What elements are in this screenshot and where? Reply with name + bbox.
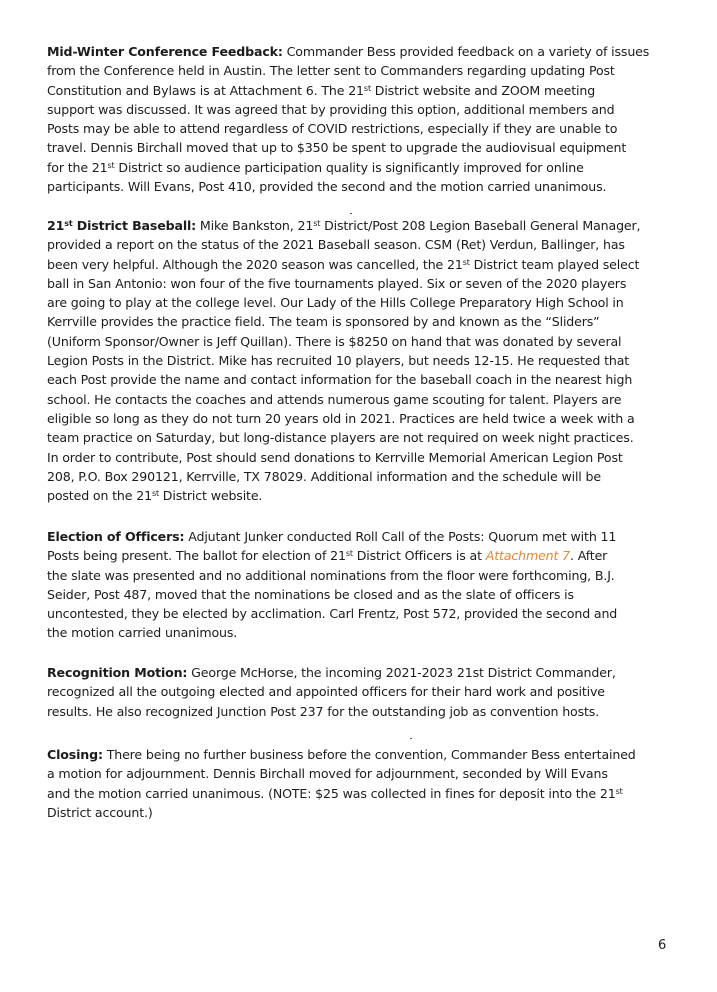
scan-speck bbox=[410, 738, 412, 739]
attachment-7-link[interactable]: Attachment 7 bbox=[485, 548, 571, 564]
section-midwinter-feedback: Mid-Winter Conference Feedback: Commander Bess provided feedback on a variety of issues from the Conference held in Austin. The letter sent to Commanders regarding updating Post Constitution and Bylaws is at Attachment 6. The 21st District website and ZOOM meeting support was discussed. It was agreed that by providing this option, additional members and Posts may be able to attend regardless of COVID restrictions, especially if they are unable to travel. Dennis Birchall moved that up to $350 be spent to upgrade the audiovisual equipment for the 21st District so audience participation quality is significantly improved for online participants. Will Evans, Post 410, provided the second and the motion carried unanimous. bbox=[47, 44, 650, 195]
section-heading: 21st District Baseball: bbox=[47, 218, 197, 233]
section-heading: Closing: bbox=[47, 747, 103, 762]
section-recognition-motion: Recognition Motion: George McHorse, the incoming 2021-2023 21st District Commander, recognized all the outgoing elected and appointed officers for their hard work and positive results. He also recognized Junction Post 237 for the outstanding job as convention hosts. bbox=[47, 665, 616, 719]
section-closing: Closing: There being no further business before the convention, Commander Bess entertained a motion for adjournment. Dennis Birchall moved for adjournment, seconded by Will Evans and the motion carried unanimous. (NOTE: $25 was collected in fines for deposit into the 21st District account.) bbox=[47, 747, 636, 820]
page-number: 6 bbox=[658, 938, 667, 953]
section-election-of-officers: Election of Officers: Adjutant Junker conducted Roll Call of the Posts: Quorum met with 11 Posts being present. The ballot for election of 21st District Officers is at Attachment 7. After the slate was presented and no additional nominations from the floor were forthcoming, B.J. Seider, Post 487, moved that the nominations be closed and as the slate of officers is uncontested, they be elected by acclimation. Carl Frentz, Post 572, provided the second and the motion carried unanimous. bbox=[47, 529, 618, 641]
section-district-baseball: 21st District Baseball: Mike Bankston, 21st District/Post 208 Legion Baseball General Manager, provided a report on the status of the 2021 Baseball season. CSM (Ret) Verdun, Ballinger, has been very helpful. Although the 2020 season was cancelled, the 21st District team played select ball in San Antonio: won four of the five tournaments played. Six or seven of the 2020 players are going to play at the college level. Our Lady of the Hills College Preparatory High School in Kerrville provides the practice field. The team is sponsored by and known as the “Sliders” (Uniform Sponsor/Owner is Jeff Quillan). There is $8250 on hand that was donated by several Legion Posts in the District. Mike has recruited 10 players, but needs 12-15. He requested that each Post provide the name and contact information for the baseball coach in the nearest high school. He contacts the coaches and attends numerous game scouting for talent. Players are eligible so long as they do not turn 20 years old in 2021. Practices are held twice a week with a team practice on Saturday, but long-distance players are not required on week night practices. In order to contribute, Post should send donations to Kerrville Memorial American Legion Post 208, P.O. Box 290121, Kerrville, TX 78029. Additional information and the schedule will be posted on the 21st District website. bbox=[47, 218, 641, 504]
section-heading: Mid-Winter Conference Feedback: bbox=[47, 44, 283, 59]
scan-speck bbox=[350, 213, 352, 214]
section-heading: Election of Officers: bbox=[47, 529, 185, 544]
section-heading: Recognition Motion: bbox=[47, 665, 188, 680]
